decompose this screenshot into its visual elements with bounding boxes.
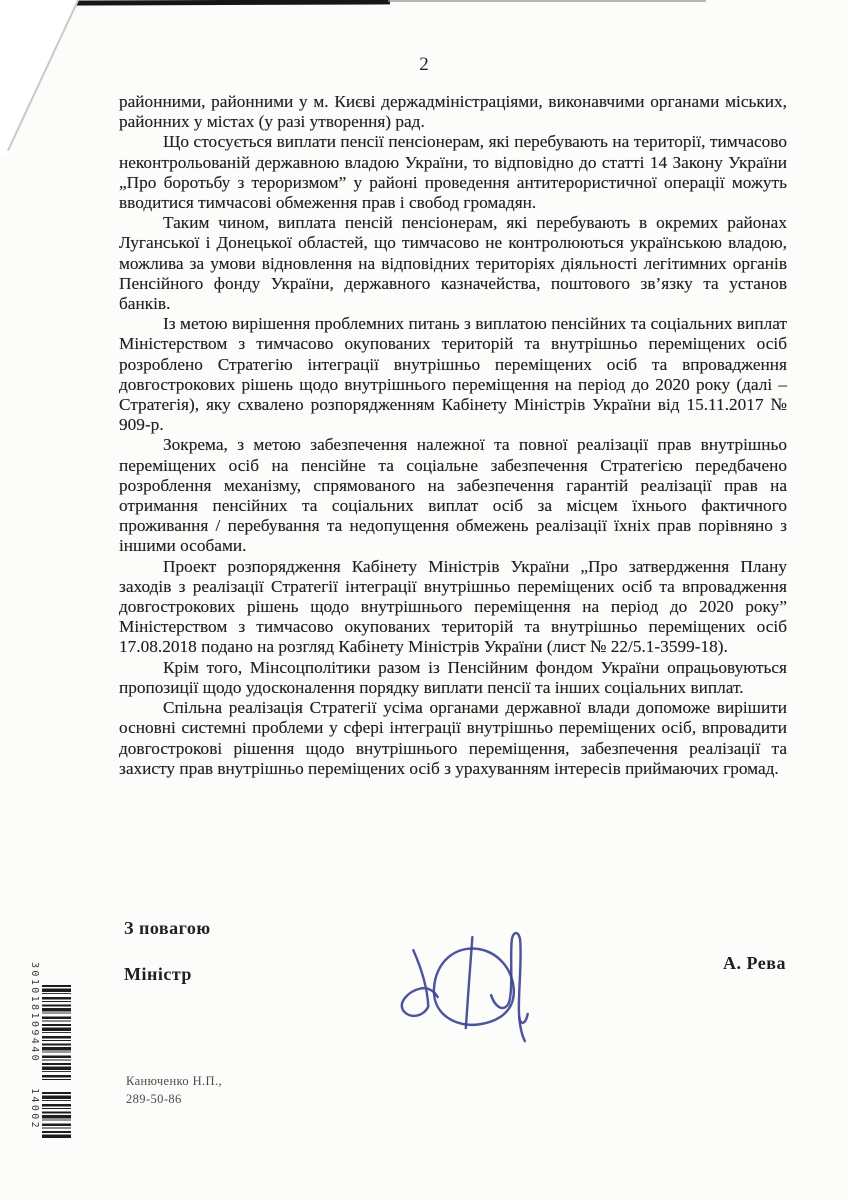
- paragraph: Проект розпорядження Кабінету Міністрів України „Про затвердження Плану заходів з реалізації Стратегії інтеграції внутрішньо переміщених осіб та впровадження довгострокових рішень щодо внутрішнього переміщення на період до 2020 року” Міністерством з тимчасово окупованих територій та внутрішньо переміщених осіб 17.08.2018 подано на розгляд Кабінету Міністрів України (лист № 22/5.1-3599-18).: [119, 556, 787, 657]
- scan-edge-artifact-light: [388, 0, 706, 2]
- letter-body: [119, 92, 787, 779]
- paragraph: Крім того, Мінсоцполітики разом із Пенсійним фондом України опрацьовуються пропозиції щодо удосконалення порядку виплати пенсії та інших соціальних виплат.: [119, 657, 787, 697]
- page-number: 2: [419, 54, 430, 75]
- executor-phone: 289-50-86: [126, 1092, 182, 1106]
- scan-edge-artifact-dark: [57, 0, 390, 6]
- barcode-number-tail: 14002: [29, 1088, 40, 1131]
- paragraph: Зокрема, з метою забезпечення належної та повної реалізації прав внутрішньо переміщених осіб на пенсійне та соціальне забезпечення Стратегією передбачено розроблення механізму, спрямованого на забезпечення гарантій реалізації прав на отримання пенсійних та соціальних виплат осіб за місцем їхнього фактичного проживання / перебування та недопущення обмежень реалізації їхніх прав порівняно з іншими особами.: [119, 435, 787, 556]
- paragraph: Із метою вирішення проблемних питань з виплатою пенсійних та соціальних виплат Міністерством з тимчасово окупованих територій та внутрішньо переміщених осіб розроблено Стратегію інтеграції внутрішньо переміщених осіб та впровадження довгострокових рішень щодо внутрішнього переміщення на період до 2020 року (далі – Стратегія), яку схвалено розпорядженням Кабінету Міністрів України від 15.11.2017 № 909-р.: [119, 314, 787, 435]
- barcode-number: 301018109440: [29, 962, 40, 1064]
- closing-salutation: З повагою: [124, 918, 211, 938]
- paragraph: районними, районними у м. Києві держадміністраціями, виконавчими органами міських, районних у містах (у разі утворення) рад.: [119, 92, 787, 132]
- paragraph: Спільна реалізація Стратегії усіма органами державної влади допоможе вирішити основні системні проблеми у сфері інтеграції внутрішньо переміщених осіб, впровадити довгострокові рішення щодо внутрішнього переміщення, забезпечення реалізації та захисту прав внутрішньо переміщених осіб з урахуванням інтересів приймаючих громад.: [119, 698, 787, 778]
- signer-name: А. Рева: [723, 953, 786, 973]
- paragraph: Таким чином, виплата пенсій пенсіонерам, які перебувають в окремих районах Луганської і Донецької областей, що тимчасово не контролюються українською владою, можлива за умови відновлення на відповідних територіях діяльності легітимних органів Пенсійного фонду України, державного казначейства, поштового зв’язку та установ банків.: [119, 213, 787, 314]
- barcode-bars-main: [42, 985, 71, 1081]
- paragraph: Що стосується виплати пенсії пенсіонерам, які перебувають на території, тимчасово неконтрольованій державною владою України, то відповідно до статті 14 Закону України „Про боротьбу з тероризмом” у районі проведення антитерористичної операції можуть вводитися тимчасові обмеження прав і свобод громадян.: [119, 132, 787, 213]
- signer-title: Міністр: [124, 964, 192, 984]
- barcode-bars-tail: [42, 1092, 71, 1139]
- handwritten-signature: [388, 922, 538, 1044]
- executor-name: Канюченко Н.П.,: [126, 1074, 223, 1088]
